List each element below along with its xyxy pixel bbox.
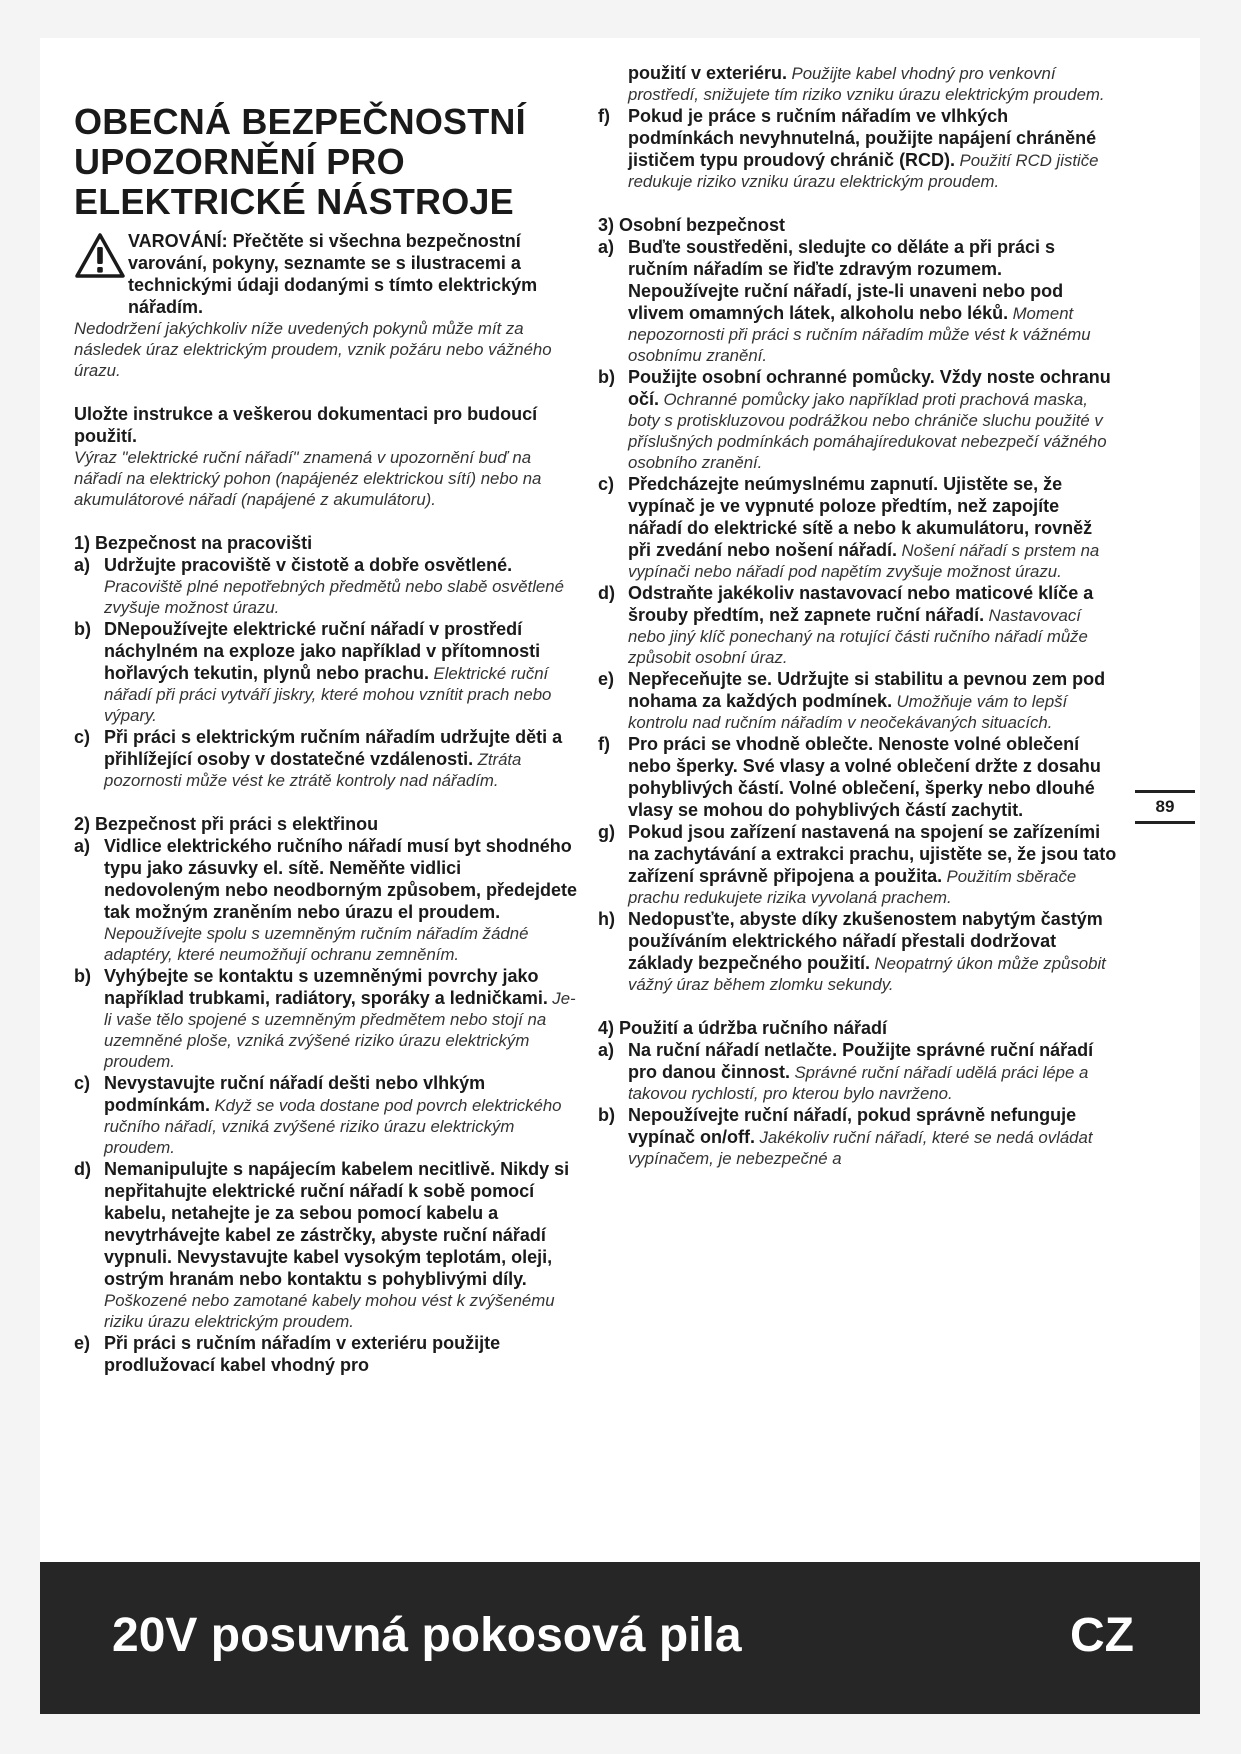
footer-bar — [40, 1562, 1200, 1714]
warning-text: VAROVÁNÍ: Přečtěte si všechna bezpečnostní varování, pokyny, seznamte se s ilustracemi a technickými údaji dodanými s tímto elektrickým nářadím. — [128, 231, 538, 317]
list-item: b) Nepoužívejte ruční nářadí, pokud správně nefunguje vypínač on/off. Jakékoliv ruční nářadí, které se nedá ovládat vypínačem, je nebezpečné a — [598, 1105, 1093, 1168]
section-heading: 4) Použití a údržba ručního nářadí — [598, 1018, 888, 1038]
list-item: a) Na ruční nářadí netlačte. Použijte správné ruční nářadí pro danou činnost. Správné ruční nářadí udělá práci lépe a takovou rychlostí, pro kterou bylo navrženo. — [598, 1040, 1094, 1103]
warning-note: Nedodržení jakýchkoliv níže uvedených pokynů může mít za následek úraz elektrickým proudem, vznik požáru nebo vážného úrazu. — [74, 319, 552, 380]
list-item: a) Vidlice elektrického ručního nářadí musí byt shodného typu jako zásuvky el. sítě. Neměňte vidlici nedovoleným nebo neodborným způsobem, předejdete tak možným zraněním nebo úrazu el proudem. Nepoužívejte spolu s uzemněným ručním nářadím žádné adaptéry, které neumožňují ochranu zemněním. — [74, 836, 578, 964]
list-item: a) Buďte soustředěni, sledujte co děláte a při práci s ručním nářadím se řiďte zdravým rozumem. Nepoužívejte ruční nářadí, jste-li unaveni nebo pod vlivem omamných látek, alkoholu nebo léků. Moment nepozornosti při práci s ručním nářadím může vést k vážnému osobnímu zranění. — [598, 237, 1091, 365]
list-item: d) Odstraňte jakékoliv nastavovací nebo maticové klíče a šrouby předtím, než zapnete ruční nářadí. Nastavovací nebo jiný klíč ponechaný na rotující části ručního nářadí může způsobit osobní úraz. — [598, 583, 1094, 667]
list-item: e) Při práci s ručním nářadím v exteriéru použijte prodlužovací kabel vhodný pro — [74, 1333, 501, 1375]
section-electrical — [74, 813, 578, 1376]
section-heading: 2) Bezpečnost při práci s elektřinou — [74, 814, 379, 834]
section-personal-safety — [598, 214, 1118, 995]
list-item: f) Pro práci se vhodně oblečte. Nenoste volné oblečení nebo šperky. Své vlasy a volné oblečení držte z dosahu pohyblivých částí. Volné oblečení, šperky nebo dlouhé vlasy se mohou do pohyblivých částí zachytit. — [598, 734, 1101, 820]
product-title: 20V posuvná pokosová pila — [112, 1609, 742, 1662]
list-item: c) Při práci s elektrickým ručním nářadím udržujte děti a přihlížející osoby v dostatečné vzdálenosti. Ztráta pozornosti může vést ke ztrátě kontroly nad nářadím. — [74, 727, 563, 790]
divider — [1135, 821, 1195, 824]
list-item: b) DNepoužívejte elektrické ruční nářadí v prostředí náchylném na exploze jako například v přítomnosti hořlavých tekutin, plynů nebo prachu. Elektrické ruční nářadí při práci vytváří jiskry, které mohou vznítit prach nebo výpary. — [74, 619, 552, 725]
section-work-area — [74, 532, 578, 791]
list-item-continued: použití v exteriéru. Použijte kabel vhodný pro venkovní prostředí, snižujete tím riziko vzniku úrazu elektrickým proudem. — [628, 63, 1105, 104]
page-number-marker — [1135, 790, 1195, 824]
language-code: CZ — [1070, 1609, 1134, 1662]
warning-block — [74, 230, 578, 381]
list-item: e) Nepřeceňujte se. Udržujte si stabilitu a pevnou zem pod nohama za každých podmínek. Umožňuje vám to lepší kontrolu nad ručním nářadím v neočekávaných situacích. — [598, 669, 1106, 732]
list-item: c) Nevystavujte ruční nářadí dešti nebo vlhkým podmínkám. Když se voda dostane pod povrch elektrického ručního nářadí, vzniká zvýšené riziko úrazu elektrickým proudem. — [74, 1073, 562, 1157]
section-heading: 3) Osobní bezpečnost — [598, 215, 786, 235]
list-item: a) Udržujte pracoviště v čistotě a dobře osvětlené. Pracoviště plné nepotřebných předmětů nebo slabě osvětlené zvyšuje možnost úrazu. — [74, 555, 564, 617]
page-number: 89 — [1155, 797, 1175, 816]
page-title: OBECNÁ BEZPEČNOSTNÍ UPOZORNĚNÍ PRO ELEKTRICKÉ NÁSTROJE — [74, 101, 526, 222]
right-column — [598, 62, 1118, 1169]
list-item: f) Pokud je práce s ručním nářadím ve vlhkých podmínkách nevyhnutelná, použijte napájení chráněné jističem typu proudový chránič (RCD). Použití RCD jističe redukuje riziko vzniku úrazu elektrickým proudem. — [598, 106, 1099, 191]
list-item: c) Předcházejte neúmyslnému zapnutí. Ujistěte se, že vypínač je ve vypnuté poloze předtím, než zapojíte nářadí do elektrické sítě a nebo k akumulátoru, rovněž při zvedání nebo nošení nářadí. Nošení nářadí s prstem na vypínači nebo nářadí pod napětím zvyšuje možnost úrazu. — [598, 474, 1100, 581]
section-tool-use — [598, 1017, 1118, 1169]
save-instructions: Uložte instrukce a veškerou dokumentaci pro budoucí použití. Výraz "elektrické ruční nářadí" znamená v upozornění buď na nářadí na elektrický pohon (napájenéz elektrickou sítí) nebo na akumulátorové nářadí (napájené z akumulátoru). — [74, 404, 542, 509]
list-item: b) Použijte osobní ochranné pomůcky. Vždy noste ochranu očí. Ochranné pomůcky jako například proti prachová maska, boty s protiskluzovou podrážkou nebo chrániče sluchu použité v příslušných podmínkách pomáhajíredukovat nebezpečí vážného osobního zranění. — [598, 367, 1111, 472]
list-item: d) Nemanipulujte s napájecím kabelem necitlivě. Nikdy si nepřitahujte elektrické ruční nářadí k sobě pomocí kabelu, netahejte je za sebou pomocí kabelu a nevytrhávejte kabel ze zástrčky, abyste ruční nářadí vypnuli. Nevystavujte kabel vysokým teplotám, oleji, ostrým hranám nebo kontaktu s pohyblivými díly. Poškozené nebo zamotané kabely mohou vést k zvýšenému riziku úrazu elektrickým proudem. — [74, 1159, 570, 1331]
list-item: g) Pokud jsou zařízení nastavená na spojení se zařízeními na zachytávání a extrakci prachu, ujistěte se, že jsou tato zařízení správně připojena a použita. Použitím sběrače prachu redukujete rizika vyvolaná prachem. — [598, 822, 1117, 907]
list-item: h) Nedopusťte, abyste díky zkušenostem nabytým častým používáním elektrického nářadí přestali dodržovat základy bezpečného použití. Neopatrný úkon může způsobit vážný úraz během zlomku sekundy. — [598, 909, 1106, 994]
left-column — [74, 60, 578, 1376]
list-item: b) Vyhýbejte se kontaktu s uzemněnými povrchy jako například trubkami, radiátory, sporáky a ledničkami. Je-li vaše tělo spojené s uzemněným předmětem nebo stojí na uzemněné ploše, vzniká zvýšené riziko úrazu elektrickým proudem. — [74, 966, 576, 1071]
section-heading: 1) Bezpečnost na pracovišti — [74, 533, 313, 553]
warning-triangle-icon — [74, 232, 126, 280]
